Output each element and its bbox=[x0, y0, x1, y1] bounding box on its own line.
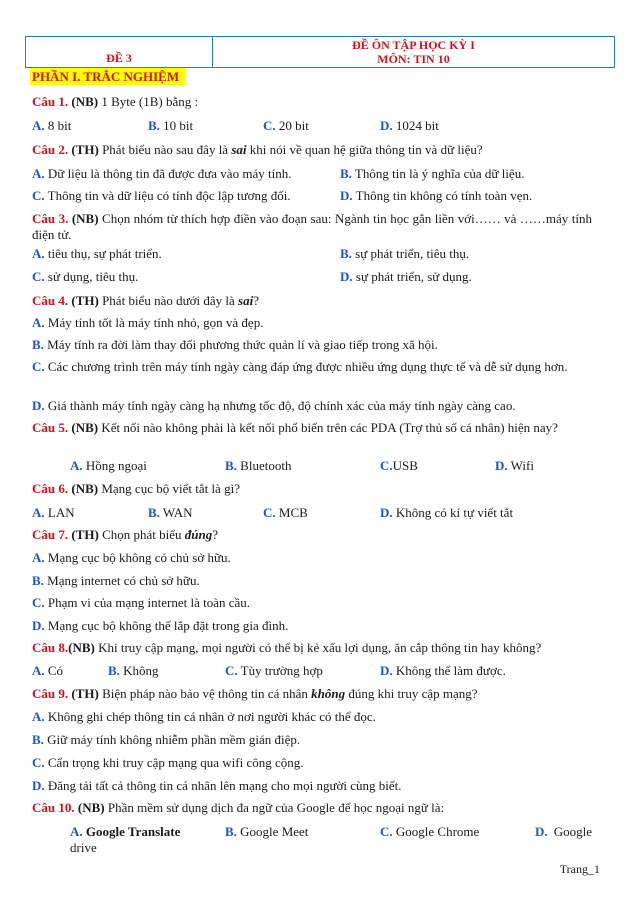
question-8: Câu 8.(NB) Khi truy cập mạng, mọi người có thể bị kẻ xấu lợi dụng, ăn cắp thông tin hay không? bbox=[32, 640, 542, 655]
q10-option-c: C. Google Chrome bbox=[380, 824, 480, 839]
exam-code: ĐỀ 3 bbox=[106, 51, 132, 65]
q8-option-d: D. Không thể làm được. bbox=[380, 663, 506, 678]
q9-option-b: B. Giữ máy tính không nhiễm phần mềm gián điệp. bbox=[32, 732, 301, 747]
q5-option-b: B. Bluetooth bbox=[225, 458, 292, 473]
q5-option-c: C.USB bbox=[380, 458, 418, 473]
q2-option-a: A. Dữ liệu là thông tin đã được đưa vào máy tính. bbox=[32, 166, 292, 181]
q2-option-d: D. Thông tin không có tính toàn vẹn. bbox=[340, 188, 533, 203]
q5-option-d: D. Wifi bbox=[495, 458, 534, 473]
q7-option-c: C. Phạm vi của mạng internet là toàn cầu. bbox=[32, 595, 251, 610]
q1-option-b: B. 10 bit bbox=[148, 118, 194, 133]
q5-option-a: A. Hồng ngoại bbox=[70, 458, 147, 473]
question-level: (NB) bbox=[71, 94, 99, 109]
q1-option-c: C. 20 bit bbox=[263, 118, 309, 133]
question-label: Câu 1. bbox=[32, 94, 69, 109]
exam-header-box bbox=[25, 36, 615, 68]
question-1 bbox=[32, 94, 198, 110]
q7-option-d: D. Mạng cục bộ không thể lắp đặt trong gia đình. bbox=[32, 618, 289, 633]
q10-option-d: D. Google drive bbox=[70, 824, 592, 855]
q3-option-d: D. sự phát triển, sử dụng. bbox=[340, 269, 472, 284]
q3-option-b: B. sự phát triển, tiêu thụ. bbox=[340, 246, 470, 261]
q6-option-b: B. WAN bbox=[148, 505, 193, 520]
question-5: Câu 5. (NB) Kết nối nào không phải là kết nối phổ biến trên các PDA (Trợ thủ số cá nhân) hiện nay? bbox=[32, 420, 558, 435]
question-10: Câu 10. (NB) Phần mềm sử dụng dịch đa ngữ của Google để học ngoại ngữ là: bbox=[32, 800, 445, 815]
q9-option-c: C. Cẩn trọng khi truy cập mạng qua wifi công cộng. bbox=[32, 755, 304, 770]
page-number: Trang_1 bbox=[559, 862, 600, 876]
q3-option-c: C. sử dụng, tiêu thụ. bbox=[32, 269, 139, 284]
q2-option-c: C. Thông tin và dữ liệu có tính độc lập tương đối. bbox=[32, 188, 291, 203]
q2-option-b: B. Thông tin là ý nghĩa của dữ liệu. bbox=[340, 166, 525, 181]
q10-option-b: B. Google Meet bbox=[225, 824, 309, 839]
q10-option-a: A. Google Translate bbox=[70, 824, 181, 839]
question-2: Câu 2. (TH) Phát biểu nào sau đây là sai khi nói về quan hệ giữa thông tin và dữ liệu? bbox=[32, 142, 483, 157]
section-title: PHẦN I. TRẮC NGHIỆM bbox=[30, 68, 185, 85]
q9-option-d: D. Đăng tải tất cả thông tin cá nhân lên mạng cho mọi người cùng biết. bbox=[32, 778, 402, 793]
q7-option-a: A. Mạng cục bộ không có chủ sở hữu. bbox=[32, 550, 231, 565]
question-3: Câu 3. (NB) Chọn nhóm từ thích hợp điền vào đoạn sau: Ngành tin học gắn liền với…… và ……máy tính điện tử. bbox=[32, 211, 593, 242]
q1-option-a: A. 8 bit bbox=[32, 118, 72, 133]
q8-option-c: C. Tùy trường hợp bbox=[225, 663, 323, 678]
q6-option-d: D. Không có kí tự viết tắt bbox=[380, 505, 514, 520]
question-6: Câu 6. (NB) Mạng cục bộ viết tắt là gì? bbox=[32, 481, 240, 496]
exam-title: ĐỀ ÔN TẬP HỌC KỲ I bbox=[352, 38, 475, 52]
exam-subject: MÔN: TIN 10 bbox=[377, 52, 450, 66]
q8-option-b: B. Không bbox=[108, 663, 159, 678]
q9-option-a: A. Không ghi chép thông tin cá nhân ở nơi người khác có thể đọc. bbox=[32, 709, 376, 724]
q7-option-b: B. Mạng internet có chủ sở hữu. bbox=[32, 573, 200, 588]
question-7: Câu 7. (TH) Chọn phát biểu đúng? bbox=[32, 527, 219, 542]
question-9: Câu 9. (TH) Biện pháp nào bảo vệ thông tin cá nhân không đúng khi truy cập mạng? bbox=[32, 686, 478, 701]
q4-option-a: A. Máy tính tốt là máy tính nhỏ, gọn và đẹp. bbox=[32, 315, 264, 330]
question-4: Câu 4. (TH) Phát biểu nào dưới đây là sai? bbox=[32, 293, 259, 308]
q3-option-a: A. tiêu thụ, sự phát triển. bbox=[32, 246, 162, 261]
q1-option-d: D. 1024 bit bbox=[380, 118, 439, 133]
q6-option-a: A. LAN bbox=[32, 505, 75, 520]
q4-option-c: C. Các chương trình trên máy tính ngày càng đáp ứng được nhiều ứng dụng thực tế và dễ sử dụng hơn. bbox=[32, 359, 568, 374]
q8-option-a: A. Có bbox=[32, 663, 64, 678]
q4-option-b: B. Máy tính ra đời làm thay đổi phương thức quản lí và giao tiếp trong xã hội. bbox=[32, 337, 438, 352]
question-text: 1 Byte (1B) bằng : bbox=[98, 94, 199, 109]
q6-option-c: C. MCB bbox=[263, 505, 308, 520]
q4-option-d: D. Giá thành máy tính ngày càng hạ nhưng tốc độ, độ chính xác của máy tính ngày càng cao. bbox=[32, 398, 516, 413]
